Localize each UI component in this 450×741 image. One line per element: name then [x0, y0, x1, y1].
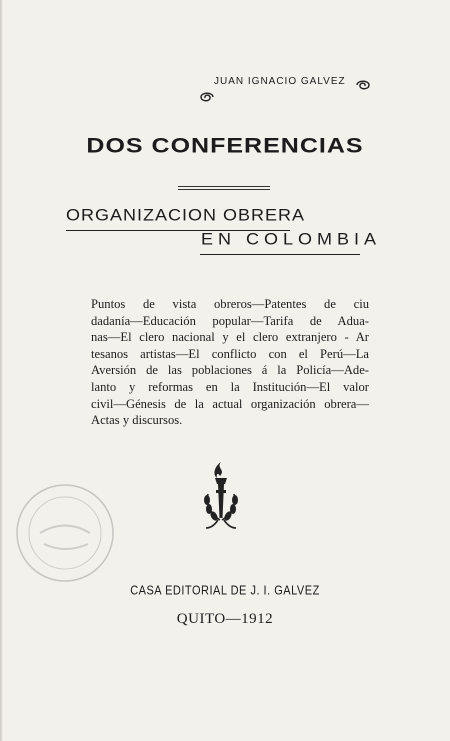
- subtitle-underline: [200, 254, 360, 255]
- summary-line: lanto y reformas en la Institución—El valor: [91, 379, 369, 394]
- divider-rule: [178, 186, 270, 187]
- summary-line: tesanos artistas—El conflicto con el Perú—La: [91, 346, 369, 361]
- divider-rule: [178, 189, 270, 190]
- subtitle-line-1: ORGANIZACION OBRERA: [66, 206, 306, 224]
- summary-line: civil—Génesis de la actual organización obrera—: [91, 396, 369, 411]
- main-title: DOS CONFERENCIAS: [86, 134, 364, 158]
- summary-line: Puntos de vista obreros—Patentes de ciu: [91, 297, 369, 311]
- summary-line: Aversión de las poblaciones á la Policía—Ade-: [91, 363, 369, 378]
- subtitle-line-2: EN COLOMBIA: [201, 230, 382, 248]
- summary-line: Actas y discursos.: [91, 413, 183, 428]
- contents-summary: [91, 296, 369, 429]
- page-edge: [0, 0, 3, 741]
- ornament-icon: [198, 90, 216, 104]
- summary-line: dadanía—Educación popular—Tarifa de Adua-: [91, 313, 369, 328]
- library-stamp-icon: [10, 478, 120, 588]
- author-line: [0, 76, 450, 90]
- ornament-icon: [354, 78, 372, 92]
- place-and-year: QUITO—1912: [176, 611, 274, 627]
- author-name: JUAN IGNACIO GALVEZ: [214, 76, 346, 87]
- publisher: CASA EDITORIAL DE J. I. GALVEZ: [130, 584, 320, 598]
- torch-laurel-emblem-icon: [196, 460, 246, 532]
- summary-line: nas—El clero nacional y el clero extranjero - Ar: [91, 330, 369, 345]
